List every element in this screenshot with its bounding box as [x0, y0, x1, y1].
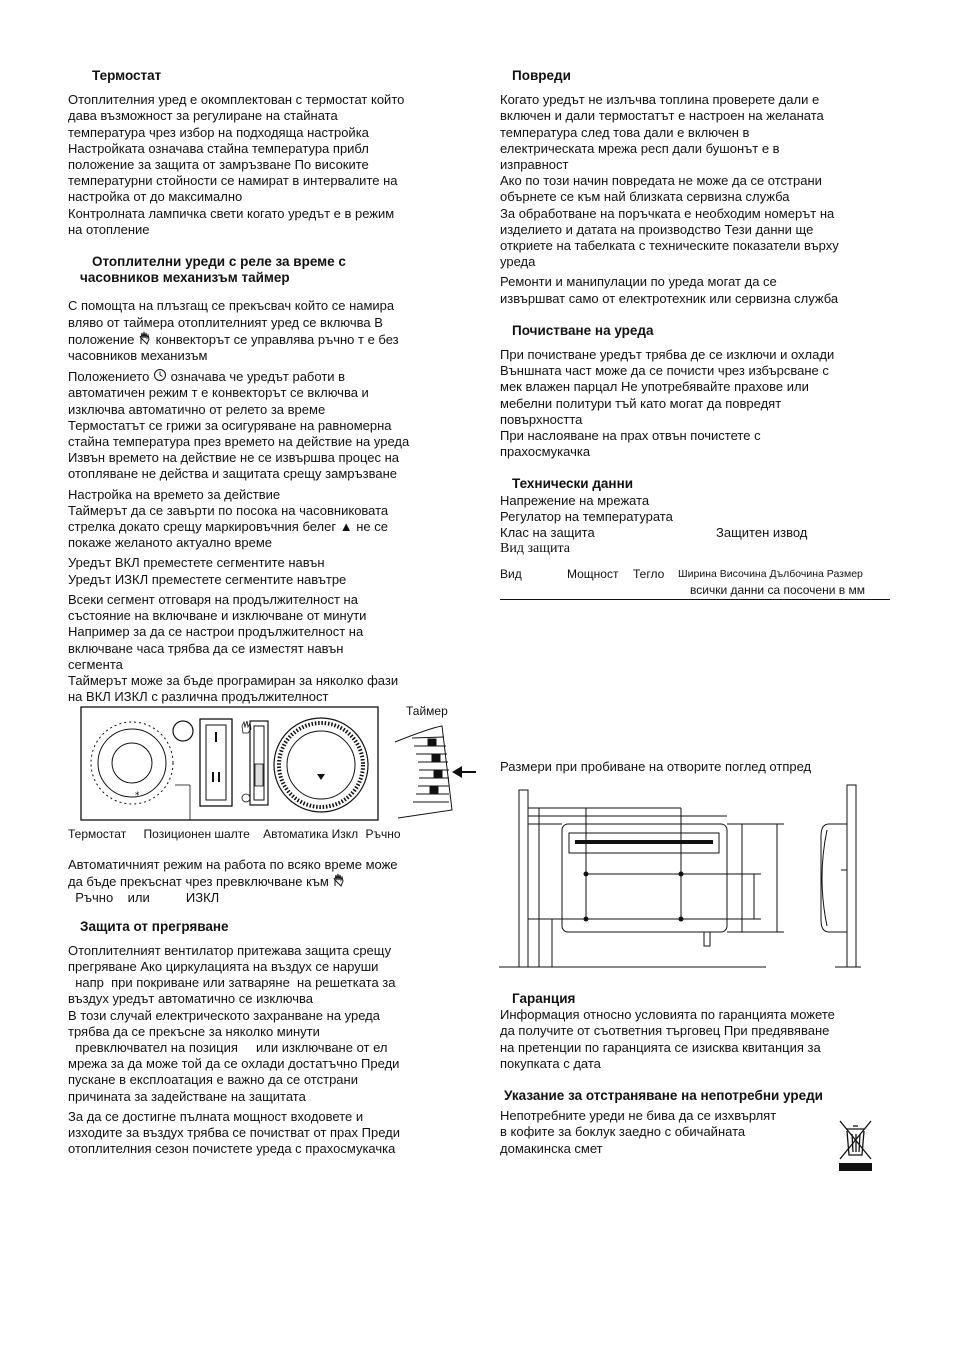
text-line: стрелка докато срещу маркировъчния белег ▲ не се [68, 519, 388, 535]
text-line: При почистване уредът трябва де се изключи и охлади [500, 347, 835, 363]
text-line: мрежа за да може той да се охлади достатъчно Преди [68, 1056, 400, 1072]
label-auto-off: Автоматика Изкл [263, 827, 359, 841]
text-line: вляво от таймера отоплителният уред се включва В [68, 314, 383, 330]
control-lamp-icon [173, 721, 193, 741]
text-line: прахосмукачка [500, 444, 591, 460]
text-line: Когато уредът не излъчва топлина проверете дали е [500, 92, 820, 108]
protection-type: Вид защита [500, 541, 570, 557]
text-line: пускане в експлоатация е важно да се отстрани [68, 1072, 358, 1088]
text-line: Таймерът може за бъде програмиран за няколко фази [68, 672, 399, 688]
text-line: Например за да се настрои продължителност на [68, 624, 364, 640]
overheat-text [68, 943, 458, 1105]
text-line: на отопление [68, 221, 150, 237]
text-line: на ВКЛ ИЗКЛ с различна продължителност [68, 689, 329, 705]
faults-heading: Повреди [512, 68, 571, 83]
timer-paragraph-1 [68, 298, 458, 364]
text-line: Контролната лампичка свети когато уредът е в режим [68, 205, 395, 221]
crossed-bin-icon [836, 1117, 876, 1173]
text-line: За да се достигне пълната мощност входовете и [68, 1108, 364, 1124]
text-line: положение за защита от замръзване По високите [68, 157, 369, 173]
text-line: покупката с дата [500, 1055, 601, 1071]
text-line: мебелни политури тъй като могат да повредят [500, 395, 782, 411]
text-line: Ръчно или ИЗКЛ [68, 890, 220, 906]
text-line: въздух уредът автоматично се изключва [68, 991, 313, 1007]
text-line: покаже желаното актуално време [68, 535, 272, 551]
tech-text [500, 493, 890, 558]
text-line [68, 368, 458, 385]
faults-text [500, 92, 890, 270]
table-note: всички данни са посочени в мм [690, 583, 865, 597]
col-dims: Ширина Височина Дълбочина Размер [678, 568, 863, 580]
text-line: домакинска смет [500, 1140, 603, 1156]
text-line: Отоплителният вентилатор притежава защита срещу [68, 942, 392, 958]
text-line: да получите от съответния търговец При предявяване [500, 1023, 830, 1039]
disposal-text [500, 1108, 890, 1157]
disposal-heading: Указание за отстраняване на непотребни уреди [504, 1088, 823, 1104]
position-switch [200, 719, 232, 806]
col-vid: Вид [500, 567, 522, 581]
text-line: Напрежение на мрежата [500, 492, 650, 508]
text-line: температура след това дали е включен в [500, 124, 750, 140]
faults-text-2 [500, 274, 890, 306]
text-line: Настройка на времето за действие [68, 486, 281, 502]
text-line: температурни стойности се намират в интервалите на [68, 173, 398, 189]
text-line: Информация относно условията по гаранцията можете [500, 1007, 835, 1023]
text-fragment: конвекторът се управлява ръчно т е без [155, 331, 399, 347]
text-line: Ако по този начин повредата не може да се отстрани [500, 173, 822, 189]
text-line: сегмента [68, 656, 123, 672]
text-line [68, 331, 458, 348]
text-line: прегряване Ако циркулацията на въздух се наруши [68, 959, 379, 975]
label-manual: Ръчно [365, 827, 401, 841]
text-line: напр при покриване или затваряне на решетката за [68, 975, 396, 991]
text-line: стайна температура през времето на действие на уреда [68, 434, 410, 450]
text-line: откриете на табелката с техническите показатели върху [500, 238, 839, 254]
text-line: настройка от до максимално [68, 189, 243, 205]
cleaning-text [500, 347, 890, 460]
text-line: включване часа трябва да се изместят навън [68, 640, 344, 656]
text-line: електрическата мрежа респ дали бушонът е в [500, 140, 780, 156]
text-line: включен и дали термостатът е настроен на желаната [500, 108, 824, 124]
text-line: изделието и датата на производство Тези данни ще [500, 221, 814, 237]
text-line: отоплителния сезон почистете уреда с прахосмукачка [68, 1141, 396, 1157]
text-line: Автоматичният режим на работа по всяко време може [68, 857, 398, 872]
text-fragment: Положението [68, 369, 150, 385]
text-line: При наслояване на прах отвън почистете с [500, 428, 761, 444]
text-line: часовников механизъм [68, 348, 208, 364]
text-line: повърхността [500, 411, 583, 427]
text-line: причината за задействане на защитата [68, 1088, 306, 1104]
hand-icon [138, 331, 152, 345]
text-line: в кофите за боклук заедно с обичайната [500, 1124, 746, 1140]
text-line: Отоплителния уред е окомплектован с термостат който [68, 92, 405, 108]
text-line: отопляване не действа и защитата срещу замръзване [68, 466, 397, 482]
right-column [500, 68, 890, 557]
timer-label: Таймер [406, 704, 448, 718]
text-line [68, 873, 458, 890]
timer-paragraph-5 [68, 592, 458, 705]
table-rule [500, 599, 890, 600]
text-line: Уредът ВКЛ преместете сегментите навън [68, 555, 325, 571]
text-fragment: положение [68, 331, 135, 347]
thermostat-knob [91, 722, 173, 804]
text-line: обърнете се към най близката сервизна служба [500, 189, 790, 205]
timer-heading-2: часовников механизъм таймер [80, 270, 290, 286]
text-line: Настройката означава стайна температура прибл [68, 140, 369, 156]
warranty-text [500, 1007, 890, 1072]
right-lower-column [500, 991, 890, 1157]
cleaning-heading: Почистване на уреда [512, 322, 654, 338]
text-line: уреда [500, 254, 536, 270]
text-line: Термостатът се грижи за осигуряване на равномерна [68, 417, 392, 433]
timer-paragraph-4 [68, 555, 458, 587]
text-line: Извън времето на действие не се извършва процес на [68, 450, 400, 466]
arrow-icon [452, 766, 476, 778]
text-fragment: означава че уредът работи в [170, 369, 346, 385]
text-line: С помощта на плъзгащ се прекъсвач който се намира [68, 298, 395, 314]
text-line: Всеки сегмент отговаря на продължителност на [68, 591, 358, 607]
text-line: температура чрез избор на подходяща настройка [68, 124, 369, 140]
text-line: Ремонти и манипулации по уреда могат да се [500, 274, 777, 290]
left-column [68, 68, 458, 705]
warranty-heading: Гаранция [512, 991, 576, 1006]
col-power: Мощност [567, 567, 619, 581]
text-line: автоматичен режим т е конвекторът се включва и [68, 385, 369, 401]
thermostat-text [68, 92, 458, 238]
text-line [500, 525, 890, 541]
text-line: За обработване на поръчката е необходим номерът на [500, 205, 835, 221]
label-position-switch: Позиционен шалте [143, 827, 250, 841]
timer-paragraph-2 [68, 368, 458, 482]
text-line: В този случай електрическото захранване на уреда [68, 1007, 380, 1023]
text-line: Таймерът да се завърти по посока на часовниковата [68, 502, 389, 518]
clock-icon [153, 368, 167, 382]
overheat-text-2 [68, 1109, 458, 1158]
mode-slider [242, 721, 268, 805]
timer-dial [274, 718, 368, 812]
overheat-heading: Защита от прегряване [80, 918, 229, 934]
text-line: изправност [500, 157, 569, 173]
text-fragment: да бъде прекъснат чрез превключване към [68, 874, 329, 890]
text-line: състояние на включване и изключване от минути [68, 608, 367, 624]
text-line: дава възможност за регулиране на стайната [68, 108, 338, 124]
text-line: Непотребните уреди не бива да се изхвърлят [500, 1108, 777, 1124]
text-line: Уредът ИЗКЛ преместете сегментите навътре [68, 571, 347, 587]
hand-icon [332, 873, 346, 887]
col-weight: Тегло [633, 567, 665, 581]
text-line: мек влажен парцал Не употребявайте прахове или [500, 379, 809, 395]
thermostat-heading: Термостат [92, 68, 162, 83]
figure-labels [68, 827, 458, 841]
left-lower-column [68, 857, 458, 1157]
label-thermostat: Термостат [68, 827, 127, 841]
svg-text:*: * [135, 791, 140, 801]
text-line: трябва да се прекъсне за няколко минути [68, 1023, 320, 1039]
text-fragment: Клас на защита [500, 525, 595, 541]
text-line: изключва автоматично от релето за време [68, 401, 326, 417]
timer-heading-1: Отоплителни уреди с реле за време с [92, 254, 346, 270]
text-line: Регулатор на температурата [500, 508, 673, 524]
text-line: превключвател на позиция или изключване от ел [68, 1040, 388, 1056]
text-line: Външната част може да се почисти чрез избърсване с [500, 363, 829, 379]
text-line: изходите за въздух трябва се почистват от прах Преди [68, 1125, 400, 1141]
text-line: извършват само от електротехник или сервизна служба [500, 290, 839, 306]
text-fragment: Защитен извод [716, 525, 808, 541]
timer-paragraph-3 [68, 487, 458, 552]
drilling-diagram [499, 780, 889, 980]
control-panel-figure [80, 706, 480, 826]
text-line: на претенции по гаранцията се изисква квитанция за [500, 1039, 821, 1055]
timer-segments-detail [395, 726, 452, 818]
tech-heading: Технически данни [512, 476, 634, 492]
drilling-caption: Размери при пробиване на отворите поглед отпред [500, 759, 812, 774]
